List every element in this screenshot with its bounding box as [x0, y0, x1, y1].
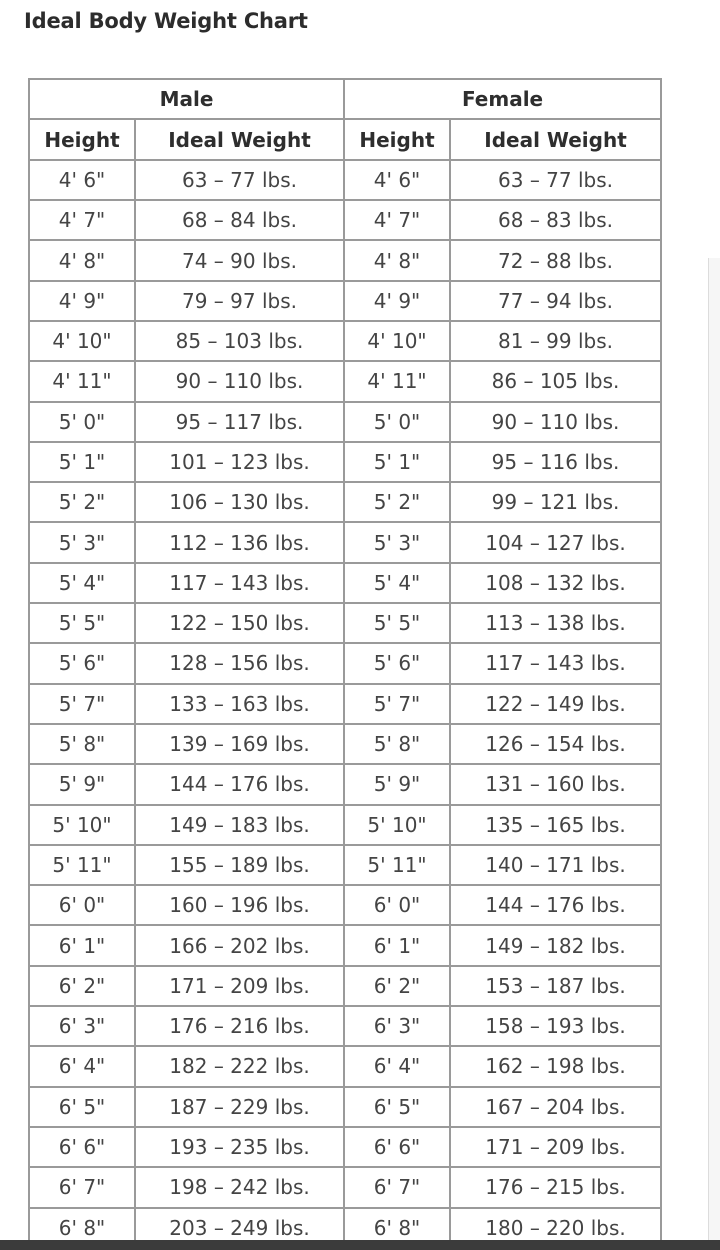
- female-height-cell: 6' 4": [344, 1046, 450, 1086]
- female-weight-cell: 176 – 215 lbs.: [450, 1167, 661, 1207]
- table-row: [29, 643, 661, 683]
- female-height-cell: 6' 5": [344, 1087, 450, 1127]
- table-row: [29, 724, 661, 764]
- table-row: [29, 1127, 661, 1167]
- female-weight-cell: 104 – 127 lbs.: [450, 522, 661, 562]
- table-row: [29, 361, 661, 401]
- table-row: [29, 563, 661, 603]
- group-header-row: [29, 79, 661, 119]
- female-height-header: Height: [344, 119, 450, 159]
- male-weight-cell: 144 – 176 lbs.: [135, 764, 344, 804]
- male-height-cell: 4' 11": [29, 361, 135, 401]
- bottom-bar: [0, 1240, 720, 1250]
- male-height-cell: 5' 1": [29, 442, 135, 482]
- female-height-cell: 6' 1": [344, 925, 450, 965]
- male-weight-cell: 166 – 202 lbs.: [135, 925, 344, 965]
- male-height-header: Height: [29, 119, 135, 159]
- female-height-cell: 6' 2": [344, 966, 450, 1006]
- female-weight-cell: 63 – 77 lbs.: [450, 160, 661, 200]
- table-row: [29, 1046, 661, 1086]
- female-height-cell: 4' 6": [344, 160, 450, 200]
- female-weight-cell: 153 – 187 lbs.: [450, 966, 661, 1006]
- female-weight-cell: 81 – 99 lbs.: [450, 321, 661, 361]
- female-weight-cell: 149 – 182 lbs.: [450, 925, 661, 965]
- male-weight-cell: 203 – 249 lbs.: [135, 1208, 344, 1248]
- table-row: [29, 1087, 661, 1127]
- female-height-cell: 5' 3": [344, 522, 450, 562]
- male-height-cell: 6' 7": [29, 1167, 135, 1207]
- table-body: [29, 160, 661, 1248]
- ideal-weight-table: [28, 78, 662, 1249]
- table-row: [29, 1006, 661, 1046]
- table-row: [29, 160, 661, 200]
- male-weight-cell: 176 – 216 lbs.: [135, 1006, 344, 1046]
- female-height-cell: 6' 3": [344, 1006, 450, 1046]
- male-height-cell: 5' 4": [29, 563, 135, 603]
- male-height-cell: 5' 8": [29, 724, 135, 764]
- male-height-cell: 6' 8": [29, 1208, 135, 1248]
- female-weight-cell: 144 – 176 lbs.: [450, 885, 661, 925]
- female-weight-cell: 122 – 149 lbs.: [450, 684, 661, 724]
- female-weight-cell: 180 – 220 lbs.: [450, 1208, 661, 1248]
- female-weight-cell: 77 – 94 lbs.: [450, 281, 661, 321]
- male-height-cell: 5' 7": [29, 684, 135, 724]
- male-height-cell: 5' 2": [29, 482, 135, 522]
- table-row: [29, 805, 661, 845]
- female-height-cell: 6' 0": [344, 885, 450, 925]
- female-height-cell: 4' 10": [344, 321, 450, 361]
- female-height-cell: 5' 5": [344, 603, 450, 643]
- female-weight-cell: 140 – 171 lbs.: [450, 845, 661, 885]
- table-row: [29, 200, 661, 240]
- male-height-cell: 5' 0": [29, 402, 135, 442]
- female-group-header: Female: [344, 79, 661, 119]
- male-weight-cell: 68 – 84 lbs.: [135, 200, 344, 240]
- male-weight-cell: 128 – 156 lbs.: [135, 643, 344, 683]
- male-height-cell: 6' 6": [29, 1127, 135, 1167]
- female-weight-cell: 72 – 88 lbs.: [450, 240, 661, 280]
- male-weight-cell: 74 – 90 lbs.: [135, 240, 344, 280]
- female-height-cell: 5' 4": [344, 563, 450, 603]
- male-weight-cell: 155 – 189 lbs.: [135, 845, 344, 885]
- male-height-cell: 5' 6": [29, 643, 135, 683]
- male-height-cell: 4' 10": [29, 321, 135, 361]
- male-height-cell: 4' 9": [29, 281, 135, 321]
- female-height-cell: 5' 2": [344, 482, 450, 522]
- male-height-cell: 5' 11": [29, 845, 135, 885]
- female-height-cell: 4' 9": [344, 281, 450, 321]
- table-row: [29, 442, 661, 482]
- male-weight-cell: 101 – 123 lbs.: [135, 442, 344, 482]
- female-weight-cell: 162 – 198 lbs.: [450, 1046, 661, 1086]
- female-height-cell: 5' 10": [344, 805, 450, 845]
- female-height-cell: 4' 11": [344, 361, 450, 401]
- female-height-cell: 5' 0": [344, 402, 450, 442]
- male-weight-cell: 160 – 196 lbs.: [135, 885, 344, 925]
- male-height-cell: 5' 5": [29, 603, 135, 643]
- male-weight-cell: 95 – 117 lbs.: [135, 402, 344, 442]
- female-weight-cell: 86 – 105 lbs.: [450, 361, 661, 401]
- female-height-cell: 5' 7": [344, 684, 450, 724]
- male-weight-cell: 112 – 136 lbs.: [135, 522, 344, 562]
- table-row: [29, 1167, 661, 1207]
- table-row: [29, 885, 661, 925]
- female-weight-cell: 171 – 209 lbs.: [450, 1127, 661, 1167]
- table-row: [29, 321, 661, 361]
- female-weight-cell: 135 – 165 lbs.: [450, 805, 661, 845]
- male-weight-cell: 149 – 183 lbs.: [135, 805, 344, 845]
- table-row: [29, 240, 661, 280]
- male-height-cell: 6' 5": [29, 1087, 135, 1127]
- table-row: [29, 966, 661, 1006]
- male-group-header: Male: [29, 79, 344, 119]
- male-height-cell: 6' 3": [29, 1006, 135, 1046]
- male-weight-cell: 133 – 163 lbs.: [135, 684, 344, 724]
- male-height-cell: 4' 8": [29, 240, 135, 280]
- female-weight-cell: 158 – 193 lbs.: [450, 1006, 661, 1046]
- column-header-row: [29, 119, 661, 159]
- table-row: [29, 402, 661, 442]
- female-height-cell: 6' 8": [344, 1208, 450, 1248]
- female-height-cell: 5' 8": [344, 724, 450, 764]
- female-height-cell: 6' 7": [344, 1167, 450, 1207]
- table-row: [29, 845, 661, 885]
- male-weight-cell: 90 – 110 lbs.: [135, 361, 344, 401]
- male-weight-cell: 182 – 222 lbs.: [135, 1046, 344, 1086]
- male-height-cell: 6' 4": [29, 1046, 135, 1086]
- female-height-cell: 5' 6": [344, 643, 450, 683]
- female-weight-cell: 99 – 121 lbs.: [450, 482, 661, 522]
- table-row: [29, 684, 661, 724]
- male-height-cell: 5' 9": [29, 764, 135, 804]
- male-height-cell: 4' 7": [29, 200, 135, 240]
- scrollbar-track[interactable]: [708, 258, 720, 1250]
- female-height-cell: 5' 1": [344, 442, 450, 482]
- male-weight-cell: 187 – 229 lbs.: [135, 1087, 344, 1127]
- table-row: [29, 281, 661, 321]
- female-height-cell: 5' 9": [344, 764, 450, 804]
- female-weight-cell: 108 – 132 lbs.: [450, 563, 661, 603]
- male-weight-header: Ideal Weight: [135, 119, 344, 159]
- female-height-cell: 4' 8": [344, 240, 450, 280]
- male-weight-cell: 85 – 103 lbs.: [135, 321, 344, 361]
- table-row: [29, 925, 661, 965]
- male-height-cell: 6' 0": [29, 885, 135, 925]
- male-weight-cell: 63 – 77 lbs.: [135, 160, 344, 200]
- male-weight-cell: 198 – 242 lbs.: [135, 1167, 344, 1207]
- male-height-cell: 6' 2": [29, 966, 135, 1006]
- female-weight-cell: 90 – 110 lbs.: [450, 402, 661, 442]
- female-weight-cell: 126 – 154 lbs.: [450, 724, 661, 764]
- female-weight-cell: 117 – 143 lbs.: [450, 643, 661, 683]
- male-weight-cell: 106 – 130 lbs.: [135, 482, 344, 522]
- male-height-cell: 5' 10": [29, 805, 135, 845]
- male-weight-cell: 193 – 235 lbs.: [135, 1127, 344, 1167]
- male-height-cell: 4' 6": [29, 160, 135, 200]
- female-weight-cell: 95 – 116 lbs.: [450, 442, 661, 482]
- female-weight-cell: 113 – 138 lbs.: [450, 603, 661, 643]
- male-height-cell: 5' 3": [29, 522, 135, 562]
- page-title: Ideal Body Weight Chart: [24, 9, 308, 33]
- female-height-cell: 4' 7": [344, 200, 450, 240]
- table-row: [29, 603, 661, 643]
- female-height-cell: 6' 6": [344, 1127, 450, 1167]
- table-row: [29, 522, 661, 562]
- male-weight-cell: 171 – 209 lbs.: [135, 966, 344, 1006]
- female-weight-cell: 167 – 204 lbs.: [450, 1087, 661, 1127]
- male-weight-cell: 117 – 143 lbs.: [135, 563, 344, 603]
- table-row: [29, 764, 661, 804]
- male-height-cell: 6' 1": [29, 925, 135, 965]
- female-weight-cell: 131 – 160 lbs.: [450, 764, 661, 804]
- table-row: [29, 482, 661, 522]
- male-weight-cell: 139 – 169 lbs.: [135, 724, 344, 764]
- male-weight-cell: 79 – 97 lbs.: [135, 281, 344, 321]
- female-height-cell: 5' 11": [344, 845, 450, 885]
- female-weight-cell: 68 – 83 lbs.: [450, 200, 661, 240]
- male-weight-cell: 122 – 150 lbs.: [135, 603, 344, 643]
- female-weight-header: Ideal Weight: [450, 119, 661, 159]
